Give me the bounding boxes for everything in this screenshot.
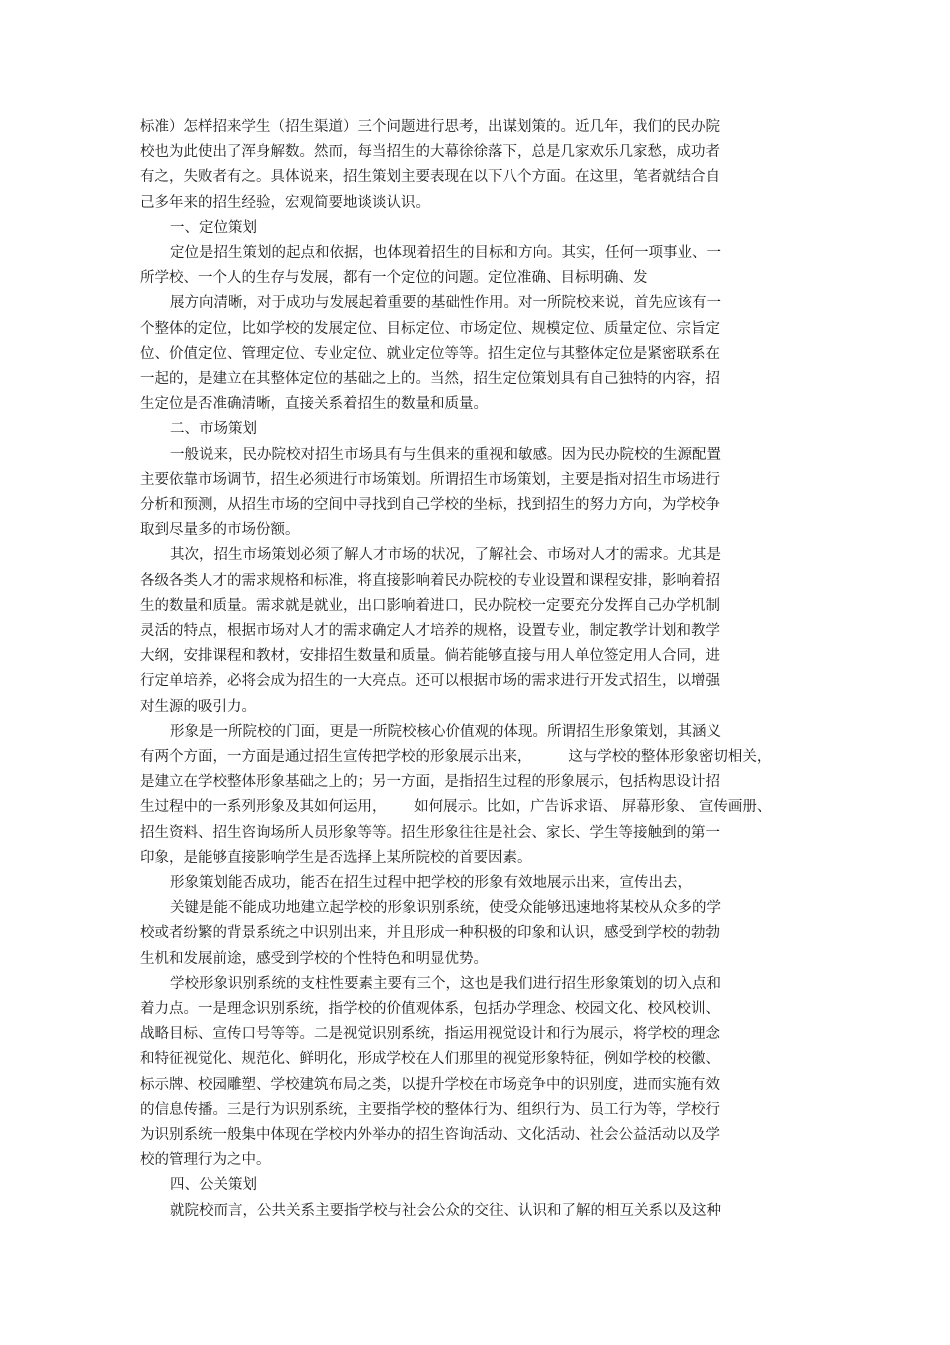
text-line: 校的管理行为之中。 — [140, 1152, 271, 1169]
text-line: 形象是一所院校的门面，更是一所院校核心价值观的体现。所谓招生形象策划，其涵义 — [170, 723, 721, 740]
text-line: 的信息传播。三是行为识别系统，主要指学校的整体行为、组织行为、员工行为等，学校行 — [140, 1101, 720, 1118]
text-line: 学校形象识别系统的支柱性要素主要有三个，这也是我们进行招生形象策划的切入点和 — [170, 975, 721, 992]
text-line: 大纲，安排课程和教材，安排招生数量和质量。倘若能够直接与用人单位签定用人合同，进 — [140, 648, 720, 665]
text-line: 生机和发展前途，感受到学校的个性特色和明显优势。 — [140, 950, 488, 967]
text-line: 和特征视觉化、规范化、鲜明化，形成学校在人们那里的视觉形象特征，例如学校的校徽、 — [140, 1051, 720, 1068]
text-line: 标准）怎样招来学生（招生渠道）三个问题进行思考，出谋划策的。近几年，我们的民办院 — [140, 119, 720, 135]
text-line: 为识别系统一般集中体现在学校内外举办的招生咨询活动、文化活动、社会公益活动以及学 — [140, 1127, 720, 1143]
text-line: 一般说来，民办院校对招生市场具有与生俱来的重视和敏感。因为民办院校的生源配置 — [170, 446, 721, 463]
text-line: 战略目标、宣传口号等等。二是视觉识别系统，指运用视觉设计和行为展示，将学校的理念 — [140, 1026, 720, 1043]
text-line: 一起的，是建立在其整体定位的基础之上的。当然，招生定位策划具有自己独特的内容，招 — [140, 371, 720, 387]
text-line: 二、市场策划 — [170, 421, 257, 438]
text-line: 对生源的吸引力。 — [140, 698, 256, 715]
text-line: 有之，失败者有之。具体说来，招生策划主要表现在以下八个方面。在这里，笔者就结合自 — [140, 169, 720, 186]
text-line: 印象，是能够直接影响学生是否选择上某所院校的首要因素。 — [140, 849, 532, 866]
text-line: 校或者纷繁的背景系统之中识别出来，并且形成一种积极的印象和认识，感受到学校的勃勃 — [140, 925, 720, 942]
text-line: 分析和预测，从招生市场的空间中寻找到自己学校的坐标，找到招生的努力方向，为学校争 — [140, 497, 720, 513]
text-line: 校也为此使出了浑身解数。然而，每当招生的大幕徐徐落下，总是几家欢乐几家愁，成功者 — [140, 144, 720, 161]
text-line: 招生资料、招生咨询场所人员形象等等。招生形象往往是社会、家长、学生等接触到的第一 — [140, 824, 720, 841]
text-line: 生定位是否准确清晰，直接关系着招生的数量和质量。 — [140, 396, 488, 413]
text-line: 展方向清晰，对于成功与发展起着重要的基础性作用。对一所院校来说，首先应该有一 — [170, 295, 721, 312]
text-line: 位、价值定位、管理定位、专业定位、就业定位等等。招生定位与其整体定位是紧密联系在 — [140, 345, 720, 362]
text-line: 着力点。一是理念识别系统，指学校的价值观体系，包括办学理念、校园文化、校风校训、 — [140, 1001, 720, 1017]
text-line: 一、定位策划 — [170, 219, 257, 236]
text-line: 形象策划能否成功，能否在招生过程中把学校的形象有效地展示出来，宣传出去， — [170, 875, 692, 891]
text-line: 四、公关策划 — [170, 1177, 257, 1194]
text-line: 主要依靠市场调节，招生必须进行市场策划。所谓招生市场策划，主要是指对招生市场进行 — [140, 471, 720, 488]
text-line: 各级各类人才的需求规格和标准，将直接影响着民办院校的专业设置和课程安排，影响着招 — [140, 572, 720, 589]
text-line: 其次，招生市场策划必须了解人才市场的状况，了解社会、市场对人才的需求。尤其是 — [170, 547, 721, 564]
text-line: 有两个方面，一方面是通过招生宣传把学校的形象展示出来， 这与学校的整体形象密切相关， — [140, 749, 772, 765]
text-line: 所学校、一个人的生存与发展，都有一个定位的问题。定位准确、目标明确、发 — [140, 270, 648, 287]
text-line: 就院校而言，公共关系主要指学校与社会公众的交往、认识和了解的相互关系以及这种 — [170, 1202, 721, 1219]
text-line: 行定单培养，必将会成为招生的一大亮点。还可以根据市场的需求进行开发式招生，以增强 — [140, 673, 720, 690]
text-line: 灵活的特点，根据市场对人才的需求确定人才培养的规格，设置专业，制定教学计划和教学 — [140, 623, 720, 639]
text-line: 关键是能不能成功地建立起学校的形象识别系统，使受众能够迅速地将某校从众多的学 — [170, 900, 721, 917]
text-line: 个整体的定位，比如学校的发展定位、目标定位、市场定位、规模定位、质量定位、宗旨定 — [140, 320, 720, 337]
text-line: 定位是招生策划的起点和依据，也体现着招生的目标和方向。其实，任何一项事业、一 — [170, 245, 721, 261]
text-line: 己多年来的招生经验，宏观简要地谈谈认识。 — [140, 194, 430, 211]
text-line: 取到尽量多的市场份额。 — [140, 522, 300, 539]
text-line: 生过程中的一系列形象及其如何运用， 如何展示。比如，广告诉求语、 屏幕形象、 宣传画册、 — [140, 799, 772, 816]
text-line: 生的数量和质量。需求就是就业，出口影响着进口，民办院校一定要充分发挥自己办学机制 — [140, 597, 720, 614]
text-line: 是建立在学校整体形象基础之上的；另一方面，是指招生过程的形象展示，包括构思设计招 — [140, 774, 720, 791]
text-line: 标示牌、校园雕塑、学校建筑布局之类，以提升学校在市场竞争中的识别度，进而实施有效 — [140, 1076, 720, 1093]
